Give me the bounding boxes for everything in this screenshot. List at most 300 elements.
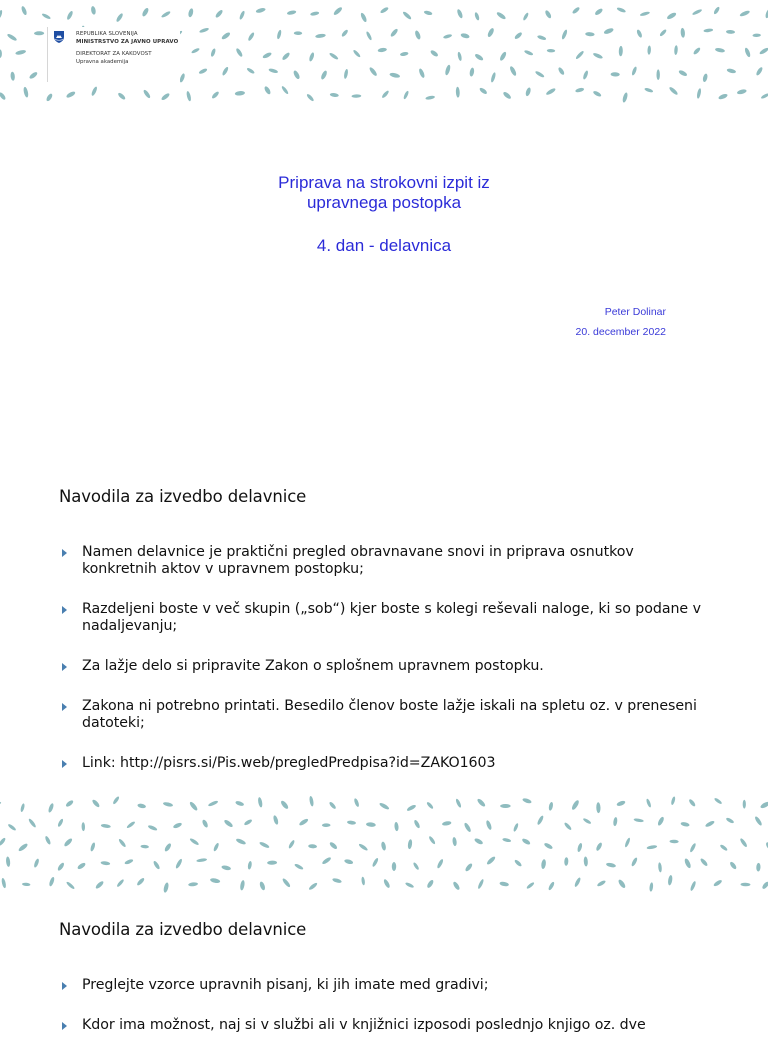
leaf-shape	[188, 882, 198, 887]
leaf-shape	[582, 70, 589, 80]
leaf-shape	[400, 51, 409, 56]
list-item	[62, 544, 712, 578]
leaf-shape	[657, 816, 665, 826]
leaf-shape	[361, 877, 365, 886]
leaf-shape	[163, 801, 174, 807]
leaf-shape	[353, 798, 360, 808]
leaf-shape	[321, 856, 332, 865]
leaf-shape	[464, 862, 473, 872]
leaf-shape	[20, 5, 27, 15]
leaf-shape	[564, 857, 568, 866]
leaf-shape	[344, 859, 354, 865]
leaf-shape	[729, 861, 738, 870]
leaf-shape	[402, 11, 412, 21]
leaf-shape	[696, 88, 702, 99]
leaf-shape	[263, 85, 271, 95]
leaf-shape	[456, 9, 463, 19]
leaf-shape	[117, 92, 126, 101]
leaf-shape	[246, 67, 255, 75]
leaf-shape	[547, 49, 556, 53]
leaf-shape	[235, 800, 245, 807]
leaf-shape	[10, 72, 15, 81]
leaf-shape	[28, 71, 38, 80]
leaf-shape	[606, 862, 617, 868]
leaf-shape	[544, 9, 552, 19]
slide-heading: Navodila za izvedbo delavnice	[59, 920, 307, 939]
leaf-shape	[577, 843, 583, 853]
leaf-shape	[474, 53, 484, 62]
leaf-shape	[405, 882, 415, 889]
leaf-shape	[330, 92, 339, 97]
leaf-shape	[306, 93, 315, 102]
leaf-shape	[389, 72, 400, 78]
leaf-shape	[633, 818, 644, 823]
leaf-shape	[596, 879, 606, 887]
leaf-shape	[718, 93, 728, 100]
leaf-shape	[693, 47, 702, 56]
leaf-shape	[719, 844, 728, 852]
leaf-shape	[235, 47, 243, 57]
leaf-shape	[666, 11, 677, 20]
leaf-shape	[63, 837, 73, 847]
leaf-shape	[680, 28, 685, 38]
leaf-shape	[619, 46, 623, 57]
leaf-shape	[259, 841, 270, 849]
leaf-shape	[611, 72, 620, 77]
leaf-shape	[548, 802, 554, 811]
list-item	[62, 977, 712, 994]
leaf-shape	[118, 838, 127, 848]
instructions-slide-2	[0, 800, 768, 1033]
leaf-shape	[442, 821, 452, 827]
leaf-shape	[423, 10, 432, 16]
leaf-shape	[752, 33, 761, 37]
leaf-shape	[164, 842, 173, 852]
leaf-shape	[392, 862, 396, 871]
leaf-shape	[557, 66, 565, 75]
leaf-shape	[658, 862, 662, 872]
leaf-shape	[414, 30, 421, 40]
leaf-shape	[77, 862, 87, 871]
bullet-arrow-icon	[62, 1022, 67, 1030]
leaf-shape	[715, 47, 726, 53]
leaf-shape	[22, 882, 31, 886]
leaf-shape	[487, 27, 495, 38]
leaf-shape	[20, 803, 25, 812]
leaf-shape	[496, 11, 507, 20]
leaf-shape	[320, 70, 328, 80]
bullet-list	[62, 544, 712, 795]
leaf-shape	[352, 49, 361, 58]
title-slide	[0, 0, 768, 440]
leaf-shape	[255, 7, 266, 14]
leaf-shape	[66, 881, 76, 890]
leaf-shape	[276, 29, 282, 39]
leaf-shape	[739, 10, 750, 18]
leaf-shape	[659, 29, 667, 38]
leaf-shape	[514, 31, 523, 40]
leaf-shape	[343, 69, 348, 79]
leaf-shape	[280, 800, 290, 810]
leaf-shape	[360, 12, 368, 23]
leaf-shape	[45, 93, 53, 102]
bullet-list	[62, 977, 712, 1057]
leaf-shape	[486, 855, 496, 865]
leaf-shape	[761, 881, 768, 890]
leaf-shape	[262, 51, 272, 59]
presentation-subtitle: 4. dan - delavnica	[316, 236, 452, 255]
bullet-text: Za lažje delo si pripravite Zakon o splošnem upravnem postopku.	[82, 658, 544, 674]
leaf-shape	[644, 87, 654, 93]
leaf-shape	[502, 837, 511, 842]
leaf-shape	[463, 822, 472, 833]
leaf-shape	[100, 861, 110, 866]
presentation-date: 20. december 2022	[575, 326, 666, 338]
leaf-shape	[574, 877, 582, 888]
leaf-shape	[308, 844, 317, 849]
slovenia-coat-of-arms-icon	[54, 31, 64, 43]
leaf-shape	[596, 802, 601, 813]
leaf-shape	[585, 32, 595, 37]
leaf-shape	[57, 862, 66, 872]
leaf-shape	[91, 799, 100, 809]
leaf-shape	[613, 817, 618, 826]
leaf-shape	[48, 876, 55, 887]
leaf-shape	[690, 881, 697, 892]
leaf-shape	[725, 817, 734, 824]
leaf-shape	[315, 33, 326, 38]
leaf-shape	[571, 6, 580, 14]
ministry-logo	[47, 27, 180, 82]
leaf-shape	[65, 90, 76, 98]
leaf-shape	[208, 800, 219, 807]
leaf-shape	[703, 28, 713, 33]
leaf-shape	[743, 800, 746, 809]
leaf-shape	[33, 858, 40, 868]
leaf-shape	[235, 91, 246, 96]
leaf-shape	[646, 798, 652, 808]
leaf-shape	[259, 881, 266, 891]
bullet-text: Namen delavnice je praktični pregled obravnavane snovi in priprava osnutkov konkretnih aktov v upravnem postopku;	[82, 544, 634, 577]
leaf-shape	[425, 95, 435, 100]
leaf-shape	[147, 824, 157, 831]
leaf-shape	[6, 33, 17, 42]
leaf-shape	[332, 877, 342, 883]
leaf-shape	[172, 822, 182, 829]
leaf-shape	[499, 881, 509, 887]
leaf-shape	[575, 50, 585, 60]
leaf-shape	[764, 8, 768, 19]
leaf-shape	[485, 820, 492, 831]
leaf-shape	[702, 73, 708, 82]
leaf-shape	[294, 863, 304, 871]
leaf-shape	[714, 797, 723, 805]
leaf-shape	[243, 818, 252, 826]
leaf-shape	[476, 798, 486, 808]
bullet-text: Zakona ni potrebno printati. Besedilo členov boste lažje iskali na spletu oz. v preneseni datoteki;	[82, 698, 697, 731]
leaf-shape	[91, 86, 98, 97]
leaf-shape	[740, 883, 750, 887]
leaf-shape	[7, 823, 16, 831]
leaf-shape	[514, 859, 523, 867]
leaf-shape	[680, 821, 690, 827]
leaf-shape	[272, 815, 279, 825]
leaf-shape	[595, 842, 603, 852]
leaf-shape	[592, 52, 603, 60]
leaf-shape	[365, 31, 372, 41]
leaf-shape	[561, 29, 568, 40]
leaf-shape	[186, 91, 192, 102]
bullet-arrow-icon	[62, 982, 67, 990]
leaf-shape	[366, 822, 376, 827]
leaf-shape	[161, 10, 171, 18]
leaf-shape	[90, 842, 96, 852]
leaf-shape	[65, 799, 74, 808]
leaf-shape	[713, 879, 723, 887]
leaf-shape	[646, 845, 657, 850]
leaf-shape	[670, 796, 676, 805]
leaf-shape	[617, 879, 626, 890]
leaf-shape	[502, 91, 512, 100]
leaf-shape	[115, 12, 124, 22]
leaf-shape	[477, 879, 485, 890]
leaf-shape	[636, 29, 643, 38]
leaf-shape	[198, 68, 208, 75]
leaf-shape	[452, 881, 461, 891]
leaf-shape	[287, 10, 297, 16]
leaf-shape	[521, 837, 531, 845]
leaf-shape	[142, 89, 151, 99]
leaf-shape	[368, 66, 378, 77]
link-text[interactable]: Link: http://pisrs.si/Pis.web/pregledPredpisa?id=ZAKO1603	[82, 755, 496, 771]
leaf-shape	[152, 860, 160, 870]
leaf-shape	[199, 27, 210, 34]
leaf-shape	[308, 882, 318, 891]
leaf-shape	[90, 6, 96, 15]
leaf-shape	[333, 6, 344, 16]
leaf-shape	[513, 823, 519, 833]
leaf-shape	[0, 10, 3, 20]
leaf-shape	[298, 818, 309, 827]
leaf-shape	[616, 7, 626, 14]
leaf-shape	[713, 6, 721, 15]
leaf-shape	[536, 815, 544, 826]
leaf-shape	[383, 878, 391, 888]
leaf-shape	[281, 877, 291, 888]
leaf-shape	[240, 880, 246, 891]
instructions-slide	[0, 440, 768, 800]
leaf-shape	[41, 13, 51, 20]
leaf-shape	[0, 837, 6, 846]
leaf-shape	[201, 819, 209, 828]
leaf-shape	[196, 858, 207, 863]
bullet-arrow-icon	[62, 663, 67, 671]
leaf-shape	[669, 840, 678, 844]
leaf-shape	[426, 801, 434, 809]
leaf-shape	[756, 863, 761, 872]
leaf-shape	[640, 11, 651, 17]
leaf-shape	[175, 858, 183, 869]
leaf-shape	[522, 12, 529, 21]
leaf-shape	[358, 843, 368, 852]
leaf-shape	[583, 856, 588, 866]
slide-heading: Navodila za izvedbo delavnice	[59, 487, 307, 506]
leaf-shape	[328, 801, 336, 810]
leaf-shape	[678, 69, 688, 77]
leaf-shape	[210, 48, 216, 57]
leaf-shape	[347, 820, 356, 825]
leaf-shape	[563, 822, 572, 831]
leaf-shape	[281, 52, 290, 61]
bullet-arrow-icon	[62, 549, 67, 557]
logo-line-directorate: DIREKTORAT ZA KAKOVOST	[76, 51, 152, 57]
leaf-shape	[239, 10, 246, 20]
leaf-shape	[688, 798, 696, 807]
leaf-shape	[522, 797, 532, 804]
leaf-shape	[66, 10, 74, 20]
leaf-shape	[668, 86, 678, 96]
author-name: Peter Dolinar	[604, 306, 666, 318]
leaf-shape	[257, 797, 263, 808]
leaf-shape	[116, 879, 125, 888]
leaf-shape	[221, 66, 229, 76]
leaf-shape	[418, 68, 426, 79]
leaf-shape	[351, 94, 361, 98]
leaf-shape	[210, 877, 221, 883]
leaf-shape	[407, 839, 412, 849]
list-item	[62, 1017, 712, 1034]
leaf-shape	[341, 29, 349, 38]
leaf-shape	[281, 85, 289, 95]
leaf-shape	[543, 842, 553, 850]
leaf-shape	[140, 845, 149, 849]
leaf-shape	[189, 801, 199, 812]
leaf-shape	[292, 70, 300, 80]
leaf-shape	[500, 804, 511, 808]
leaf-shape	[268, 68, 278, 74]
leaf-shape	[509, 65, 518, 76]
leaf-shape	[188, 8, 194, 18]
leaf-shape	[444, 64, 451, 75]
logo-line-republic: REPUBLIKA SLOVENIJA	[76, 31, 138, 37]
leaf-shape	[759, 47, 768, 56]
leaf-shape	[647, 45, 651, 54]
leaf-shape	[692, 8, 703, 16]
leaf-shape	[737, 89, 748, 95]
leaf-shape	[371, 857, 379, 867]
leaf-shape	[430, 49, 439, 57]
leaf-shape	[582, 817, 591, 824]
leaf-pattern-top	[0, 790, 768, 898]
presentation-title	[0, 173, 768, 213]
leaf-shape	[548, 881, 556, 891]
leaf-shape	[163, 882, 170, 893]
leaf-shape	[499, 51, 508, 62]
leaf-shape	[0, 49, 2, 58]
list-item	[62, 601, 712, 635]
leaf-shape	[28, 818, 37, 828]
leaf-shape	[329, 841, 338, 850]
leaf-shape	[136, 877, 145, 886]
leaf-shape	[267, 860, 277, 865]
leaf-shape	[288, 839, 296, 849]
leaf-shape	[739, 838, 748, 848]
logo-line-academy: Upravna akademija	[76, 59, 129, 65]
leaf-shape	[221, 31, 231, 40]
leaf-shape	[18, 842, 29, 852]
leaf-shape	[160, 92, 170, 101]
bullet-arrow-icon	[62, 606, 67, 614]
leaf-shape	[101, 823, 111, 828]
leaf-shape	[754, 816, 763, 827]
leaf-shape	[657, 69, 660, 80]
leaf-shape	[247, 32, 255, 42]
leaf-shape	[537, 35, 547, 41]
leaf-shape	[235, 838, 246, 846]
leaf-shape	[413, 819, 421, 829]
leaf-shape	[474, 837, 484, 845]
leaf-shape	[524, 49, 534, 56]
leaf-shape	[460, 33, 470, 40]
list-item	[62, 755, 712, 772]
leaf-shape	[329, 52, 339, 61]
leaf-shape	[469, 67, 475, 77]
leaf-shape	[726, 68, 736, 74]
leaf-shape	[426, 879, 435, 889]
leaf-shape	[95, 880, 105, 890]
leaf-shape	[436, 858, 444, 869]
leaf-shape	[47, 803, 54, 814]
leaf-shape	[744, 47, 751, 58]
leaf-shape	[34, 31, 44, 35]
leaf-shape	[592, 90, 602, 97]
leaf-shape	[1, 878, 7, 889]
list-item	[62, 658, 712, 675]
leaf-shape	[189, 837, 200, 846]
leaf-shape	[214, 9, 223, 19]
leaf-shape	[403, 90, 410, 100]
leaf-shape	[545, 87, 556, 96]
leaf-shape	[525, 87, 532, 97]
leaf-shape	[294, 31, 302, 35]
leaf-shape	[213, 842, 220, 852]
leaf-shape	[631, 857, 639, 867]
title-line-2: upravnega postopka	[306, 193, 462, 212]
leaf-shape	[381, 90, 390, 99]
leaf-shape	[57, 818, 64, 827]
leaf-shape	[674, 45, 678, 55]
leaf-shape	[0, 91, 7, 100]
leaf-shape	[474, 12, 480, 21]
bullet-arrow-icon	[62, 760, 67, 768]
leaf-shape	[221, 865, 231, 871]
logo-line-ministry: MINISTRSTVO ZA JAVNO UPRAVO	[76, 39, 179, 45]
leaf-shape	[377, 47, 387, 52]
leaf-shape	[603, 27, 614, 35]
leaf-shape	[126, 821, 136, 829]
leaf-shape	[381, 841, 387, 851]
leaf-shape	[594, 7, 604, 16]
leaf-shape	[705, 820, 716, 828]
leaf-shape	[379, 802, 390, 811]
leaf-shape	[6, 856, 11, 867]
leaf-shape	[699, 857, 708, 867]
leaf-shape	[667, 875, 673, 886]
leaf-shape	[535, 70, 545, 78]
leaf-shape	[0, 801, 1, 806]
leaf-shape	[526, 881, 535, 889]
leaf-shape	[428, 835, 436, 844]
